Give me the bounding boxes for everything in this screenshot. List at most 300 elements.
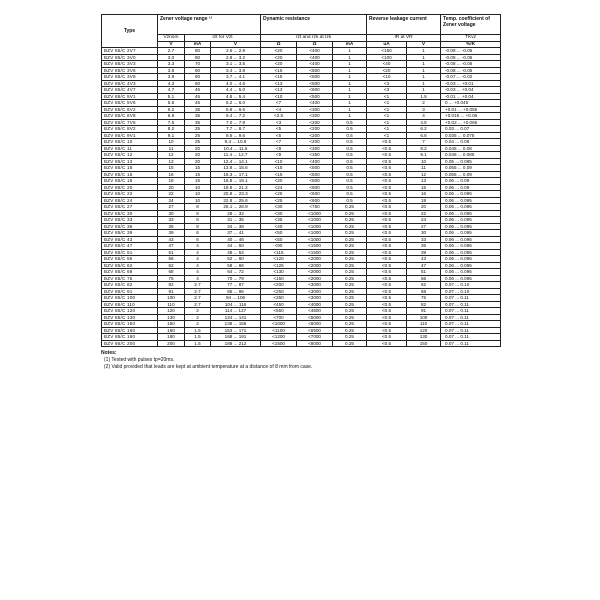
header-dynamic-resistance: Dynamic resistance	[261, 15, 367, 35]
value-cell: 2.5 ... 2.9	[211, 48, 261, 55]
type-cell: BZV 85/C 15	[102, 165, 158, 172]
value-cell: 0.25	[333, 275, 367, 282]
value-cell: 114 ... 127	[211, 308, 261, 315]
value-cell: <0.5	[367, 210, 407, 217]
value-cell: <0.5	[367, 145, 407, 152]
value-cell: 0.07 ... 0.11	[441, 327, 501, 334]
value-cell: <0.5	[367, 165, 407, 172]
type-cell: BZV 85/C 100	[102, 295, 158, 302]
value-cell: 7.7 ... 8.7	[211, 126, 261, 133]
value-cell: <300	[297, 113, 333, 120]
value-cell: 16.8 ... 19.1	[211, 178, 261, 185]
value-cell: 4	[185, 275, 211, 282]
value-cell: 12	[407, 171, 441, 178]
value-cell: 5.8 ... 6.6	[211, 106, 261, 113]
value-cell: 3.6	[158, 67, 185, 74]
type-cell: BZV 85/C 5V1	[102, 93, 158, 100]
value-cell: <350	[261, 295, 297, 302]
value-cell: <40	[367, 61, 407, 68]
value-cell: 0.25	[333, 295, 367, 302]
value-cell: 0.25	[333, 236, 367, 243]
type-cell: BZV 85/C 2V7	[102, 48, 158, 55]
value-cell: <30	[261, 210, 297, 217]
value-cell: 43	[407, 256, 441, 263]
value-cell: <600	[297, 191, 333, 198]
value-cell: <20	[261, 48, 297, 55]
header-temp-coefficient: Temp. coefficient of Zener voltage	[441, 15, 501, 35]
value-cell: 0.07 ... 0.11	[441, 314, 501, 321]
value-cell: 3.7 ... 4.1	[211, 74, 261, 81]
value-cell: <125	[261, 262, 297, 269]
value-cell: <1000	[261, 321, 297, 328]
value-cell: 91	[407, 308, 441, 315]
value-cell: <50	[261, 236, 297, 243]
value-cell: 34 ... 38	[211, 223, 261, 230]
value-cell: <3	[367, 80, 407, 87]
value-cell: 0.045 ... 0.08	[441, 145, 501, 152]
value-cell: <10	[261, 93, 297, 100]
value-cell: <0.5	[367, 152, 407, 159]
value-cell: 4.7	[158, 87, 185, 94]
value-cell: 36	[158, 223, 185, 230]
value-cell: 44 ... 50	[211, 243, 261, 250]
value-cell: <1	[367, 126, 407, 133]
type-cell: BZV 85/C 47	[102, 243, 158, 250]
value-cell: 1.5	[185, 334, 211, 341]
value-cell: 20	[407, 204, 441, 211]
value-cell: 4	[185, 249, 211, 256]
note-line-2: (2) Valid provided that leads are kept at ambient temperature at a distance of 8 mm from case.	[104, 364, 313, 370]
value-cell: <0.5	[367, 327, 407, 334]
value-cell: 0.05 ... 0.085	[441, 158, 501, 165]
value-cell: <0.5	[367, 256, 407, 263]
value-cell: 39	[407, 249, 441, 256]
value-cell: 1	[407, 61, 441, 68]
value-cell: 10	[185, 191, 211, 198]
value-cell: 2	[185, 308, 211, 315]
value-cell: 7.5	[158, 119, 185, 126]
value-cell: 4	[185, 256, 211, 263]
value-cell: 45	[185, 93, 211, 100]
value-cell: <24	[261, 184, 297, 191]
value-cell: 0.07 ... 0.11	[441, 321, 501, 328]
value-cell: 16	[158, 171, 185, 178]
value-cell: <90	[261, 243, 297, 250]
value-cell: <15	[261, 171, 297, 178]
header-type: Type	[102, 15, 158, 48]
value-cell: 180	[158, 334, 185, 341]
value-cell: <300	[297, 145, 333, 152]
value-cell: 22	[158, 191, 185, 198]
value-cell: <150	[261, 275, 297, 282]
type-cell: BZV 85/C 7V5	[102, 119, 158, 126]
value-cell: 0.03 ... 0.07	[441, 126, 501, 133]
type-cell: BZV 85/C 68	[102, 269, 158, 276]
value-cell: 8	[185, 204, 211, 211]
value-cell: <300	[297, 106, 333, 113]
value-cell: <0.5	[367, 184, 407, 191]
value-cell: 70	[185, 61, 211, 68]
value-cell: 13	[158, 158, 185, 165]
value-cell: 6	[185, 230, 211, 237]
value-cell: 0.5	[333, 139, 367, 146]
value-cell: <0.5	[367, 236, 407, 243]
value-cell: <0.5	[367, 223, 407, 230]
value-cell: <5	[261, 132, 297, 139]
type-cell: BZV 85/C 43	[102, 236, 158, 243]
value-cell: 60	[185, 67, 211, 74]
value-cell: <7000	[297, 334, 333, 341]
value-cell: 45	[185, 87, 211, 94]
type-cell: BZV 85/C 27	[102, 204, 158, 211]
value-cell: +0.02 ... +0.065	[441, 119, 501, 126]
value-cell: 39	[158, 230, 185, 237]
type-cell: BZV 85/C 6V2	[102, 106, 158, 113]
value-cell: 1	[333, 93, 367, 100]
unit-cell: uA	[367, 41, 407, 48]
value-cell: 10	[185, 197, 211, 204]
value-cell: <0.5	[367, 158, 407, 165]
value-cell: 1	[407, 74, 441, 81]
value-cell: -0.08 ... -0.05	[441, 54, 501, 61]
table-body	[102, 48, 501, 347]
type-cell: BZV 85/C 13	[102, 158, 158, 165]
value-cell: 0.25	[333, 256, 367, 263]
value-cell: <0.5	[367, 197, 407, 204]
value-cell: 62	[158, 262, 185, 269]
type-cell: BZV 85/C 3V6	[102, 67, 158, 74]
value-cell: 0.25	[333, 223, 367, 230]
value-cell: 35	[185, 119, 211, 126]
value-cell: 30	[158, 210, 185, 217]
value-cell: 4.8 ... 5.4	[211, 93, 261, 100]
value-cell: <150	[367, 48, 407, 55]
type-cell: BZV 85/C 18	[102, 178, 158, 185]
type-cell: BZV 85/C 10	[102, 139, 158, 146]
value-cell: 8	[185, 223, 211, 230]
value-cell: 0.25	[333, 340, 367, 347]
value-cell: <1	[367, 100, 407, 107]
value-cell: 6	[185, 236, 211, 243]
value-cell: 4	[185, 243, 211, 250]
value-cell: 6.8	[158, 113, 185, 120]
type-cell: BZV 85/C 5V6	[102, 100, 158, 107]
value-cell: <3.5	[261, 113, 297, 120]
value-cell: <350	[297, 152, 333, 159]
value-cell: +0.015 ... +0.06	[441, 113, 501, 120]
value-cell: <0.5	[367, 288, 407, 295]
value-cell: 0.25	[333, 243, 367, 250]
value-cell: <115	[261, 249, 297, 256]
value-cell: 1	[333, 80, 367, 87]
value-cell: 0.07 ... 0.10	[441, 288, 501, 295]
type-cell: BZV 85/C 30	[102, 210, 158, 217]
value-cell: 0.06 ... 0.095	[441, 256, 501, 263]
value-cell: 75	[158, 275, 185, 282]
value-cell: 0.035 ... 0.075	[441, 132, 501, 139]
unit-cell: %/K	[441, 41, 501, 48]
value-cell: 20.8 ... 23.3	[211, 191, 261, 198]
value-cell: <2000	[297, 275, 333, 282]
value-cell: 15	[407, 184, 441, 191]
value-cell: 85 ... 96	[211, 288, 261, 295]
value-cell: 0.07 ... 0.11	[441, 334, 501, 341]
value-cell: 22.8 ... 25.6	[211, 197, 261, 204]
value-cell: 70 ... 79	[211, 275, 261, 282]
value-cell: 0.07 ... 0.11	[441, 308, 501, 315]
value-cell: 104 ... 116	[211, 301, 261, 308]
value-cell: 1	[333, 87, 367, 94]
value-cell: <1500	[261, 340, 297, 347]
value-cell: <700	[261, 314, 297, 321]
value-cell: 3.3	[158, 61, 185, 68]
value-cell: 7.0 ... 7.9	[211, 119, 261, 126]
value-cell: 0.045 ... 0.085	[441, 152, 501, 159]
value-cell: <8	[261, 145, 297, 152]
value-cell: 0.25	[333, 217, 367, 224]
value-cell: 28 ... 32	[211, 210, 261, 217]
value-cell: <30	[261, 204, 297, 211]
value-cell: 6.4 ... 7.2	[211, 113, 261, 120]
value-cell: 43	[158, 236, 185, 243]
type-cell: BZV 85/C 82	[102, 282, 158, 289]
value-cell: <50	[261, 230, 297, 237]
type-cell: BZV 85/C 130	[102, 314, 158, 321]
value-cell: 2.7	[185, 295, 211, 302]
value-cell: 13.8 ... 15.6	[211, 165, 261, 172]
value-cell: 1	[333, 54, 367, 61]
value-cell: 15.3 ... 17.1	[211, 171, 261, 178]
value-cell: 13	[407, 178, 441, 185]
value-cell: 8	[185, 210, 211, 217]
value-cell: 25.1 ... 28.9	[211, 204, 261, 211]
value-cell: 11	[407, 165, 441, 172]
value-cell: <35	[261, 217, 297, 224]
value-cell: 4.3	[158, 80, 185, 87]
subheader-rzt-rzk: rzt and rzk at Izk	[261, 35, 367, 42]
type-cell: BZV 85/C 91	[102, 288, 158, 295]
value-cell: 0.25	[333, 269, 367, 276]
value-cell: <1500	[297, 243, 333, 250]
value-cell: <6000	[297, 321, 333, 328]
value-cell: 0.06 ... 0.095	[441, 204, 501, 211]
type-cell: BZV 85/C 56	[102, 256, 158, 263]
value-cell: 31 ... 35	[211, 217, 261, 224]
value-cell: <0.5	[367, 217, 407, 224]
value-cell: 7	[407, 139, 441, 146]
value-cell: <13	[261, 80, 297, 87]
value-cell: 0.25	[333, 314, 367, 321]
value-cell: <1000	[297, 236, 333, 243]
value-cell: <1000	[297, 210, 333, 217]
value-cell: 0.5	[333, 191, 367, 198]
value-cell: <500	[297, 171, 333, 178]
value-cell: 0.25	[333, 288, 367, 295]
value-cell: 0.06 ... 0.095	[441, 243, 501, 250]
type-cell: BZV 85/C 33	[102, 217, 158, 224]
value-cell: 0.06 ... 0.095	[441, 249, 501, 256]
value-cell: 35	[185, 106, 211, 113]
unit-cell: V	[158, 41, 185, 48]
type-cell: BZV 85/C 39	[102, 230, 158, 237]
value-cell: 10	[185, 184, 211, 191]
value-cell: 18	[407, 197, 441, 204]
value-cell: 6.2	[158, 106, 185, 113]
value-cell: 0.5	[333, 184, 367, 191]
value-cell: 150	[158, 321, 185, 328]
value-cell: 110	[407, 321, 441, 328]
value-cell: 2	[185, 314, 211, 321]
value-cell: 4	[407, 113, 441, 120]
value-cell: 200	[158, 340, 185, 347]
value-cell: 3.1 ... 3.5	[211, 61, 261, 68]
value-cell: 5.6	[158, 100, 185, 107]
type-cell: BZV 85/C 20	[102, 184, 158, 191]
value-cell: 0.06 ... 0.095	[441, 236, 501, 243]
value-cell: <0.5	[367, 139, 407, 146]
value-cell: 100	[407, 314, 441, 321]
value-cell: <1	[367, 113, 407, 120]
value-cell: <400	[297, 61, 333, 68]
subheader-ir-vr: IR at VR	[367, 35, 441, 42]
value-cell: <500	[297, 93, 333, 100]
value-cell: 1	[333, 113, 367, 120]
value-cell: <750	[297, 204, 333, 211]
value-cell: 47	[407, 262, 441, 269]
value-cell: <400	[297, 100, 333, 107]
value-cell: 1	[407, 67, 441, 74]
value-cell: -0.08 ... -0.05	[441, 67, 501, 74]
value-cell: <4	[261, 106, 297, 113]
value-cell: <0.5	[367, 301, 407, 308]
value-cell: 22	[407, 210, 441, 217]
value-cell: 15	[185, 178, 211, 185]
value-cell: 0.07 ... 0.11	[441, 295, 501, 302]
value-cell: 20	[185, 145, 211, 152]
value-cell: 11	[158, 145, 185, 152]
value-cell: 0.5	[333, 171, 367, 178]
type-cell: BZV 85/C 3V3	[102, 61, 158, 68]
value-cell: 9.4 ... 10.6	[211, 139, 261, 146]
value-cell: <600	[297, 87, 333, 94]
value-cell: 0.25	[333, 262, 367, 269]
note-line-1: (1) Tested with pulses tp=20ms.	[104, 357, 175, 363]
value-cell: 0.5	[333, 178, 367, 185]
value-cell: 24	[158, 197, 185, 204]
value-cell: <5000	[297, 314, 333, 321]
value-cell: 0.5	[333, 152, 367, 159]
value-cell: <2000	[297, 256, 333, 263]
value-cell: <0.5	[367, 308, 407, 315]
type-cell: BZV 85/C 160	[102, 327, 158, 334]
unit-cell: mA	[333, 41, 367, 48]
value-cell: 20	[185, 152, 211, 159]
value-cell: 30	[407, 230, 441, 237]
value-cell: 2.7	[185, 288, 211, 295]
value-cell: 1	[407, 48, 441, 55]
type-cell: BZV 85/C 24	[102, 197, 158, 204]
value-cell: 0.06 ... 0.095	[441, 210, 501, 217]
value-cell: 1	[333, 106, 367, 113]
value-cell: 60	[185, 74, 211, 81]
type-cell: BZV 85/C 9V1	[102, 132, 158, 139]
value-cell: <9	[261, 152, 297, 159]
value-cell: 168 ... 191	[211, 334, 261, 341]
value-cell: <0.5	[367, 171, 407, 178]
header-reverse-leakage: Reverse leakage current	[367, 15, 441, 35]
value-cell: 0 ... +0.045	[441, 100, 501, 107]
value-cell: <0.5	[367, 191, 407, 198]
type-cell: BZV 85/C 110	[102, 301, 158, 308]
value-cell: 5.2 ... 6.0	[211, 100, 261, 107]
value-cell: <4000	[297, 301, 333, 308]
value-cell: 0.07 ... 0.10	[441, 282, 501, 289]
value-cell: -0.01 ... +0.04	[441, 93, 501, 100]
value-cell: 1	[333, 100, 367, 107]
value-cell: <130	[261, 269, 297, 276]
value-cell: 94 ... 106	[211, 295, 261, 302]
value-cell: 1	[407, 54, 441, 61]
value-cell: 24	[407, 217, 441, 224]
value-cell: +0.01 ... +0.055	[441, 106, 501, 113]
value-cell: 15	[185, 165, 211, 172]
value-cell: <1000	[297, 223, 333, 230]
value-cell: 0.06 ... 0.095	[441, 269, 501, 276]
type-cell: BZV 85/C 3V9	[102, 74, 158, 81]
value-cell: <200	[297, 132, 333, 139]
value-cell: 51	[407, 269, 441, 276]
value-cell: <1000	[297, 230, 333, 237]
value-cell: <0.5	[367, 334, 407, 341]
value-cell: 68	[158, 269, 185, 276]
notes-title: Notes:	[101, 350, 117, 356]
value-cell: 6.8	[407, 132, 441, 139]
value-cell: 5.1	[158, 93, 185, 100]
value-cell: <0.5	[367, 321, 407, 328]
value-cell: 0.06 ... 0.09	[441, 178, 501, 185]
value-cell: 3.0	[158, 54, 185, 61]
value-cell: <20	[367, 67, 407, 74]
value-cell: <2000	[297, 269, 333, 276]
value-cell: 9.1	[158, 132, 185, 139]
value-cell: 1.5	[407, 93, 441, 100]
type-cell: BZV 85/C 200	[102, 340, 158, 347]
type-cell: BZV 85/C 75	[102, 275, 158, 282]
value-cell: <6500	[297, 327, 333, 334]
value-cell: <1500	[297, 249, 333, 256]
value-cell: 4.4 ... 5.0	[211, 87, 261, 94]
value-cell: 8	[185, 217, 211, 224]
value-cell: <40	[261, 223, 297, 230]
value-cell: <15	[261, 74, 297, 81]
value-cell: 1	[333, 48, 367, 55]
notes-section	[101, 350, 500, 371]
value-cell: 11.4 ... 12.7	[211, 152, 261, 159]
value-cell: <0.5	[367, 269, 407, 276]
type-cell: BZV 85/C 16	[102, 171, 158, 178]
value-cell: 0.06 ... 0.095	[441, 197, 501, 204]
value-cell: <400	[297, 48, 333, 55]
value-cell: <100	[367, 54, 407, 61]
value-cell: 124 ... 141	[211, 314, 261, 321]
value-cell: 130	[158, 314, 185, 321]
value-cell: <400	[297, 158, 333, 165]
header-zener-voltage-range: Zener voltage range ¹⁾	[158, 15, 261, 35]
value-cell: 153 ... 171	[211, 327, 261, 334]
value-cell: 0.5	[333, 119, 367, 126]
value-cell: 1	[333, 67, 367, 74]
value-cell: 100	[158, 295, 185, 302]
